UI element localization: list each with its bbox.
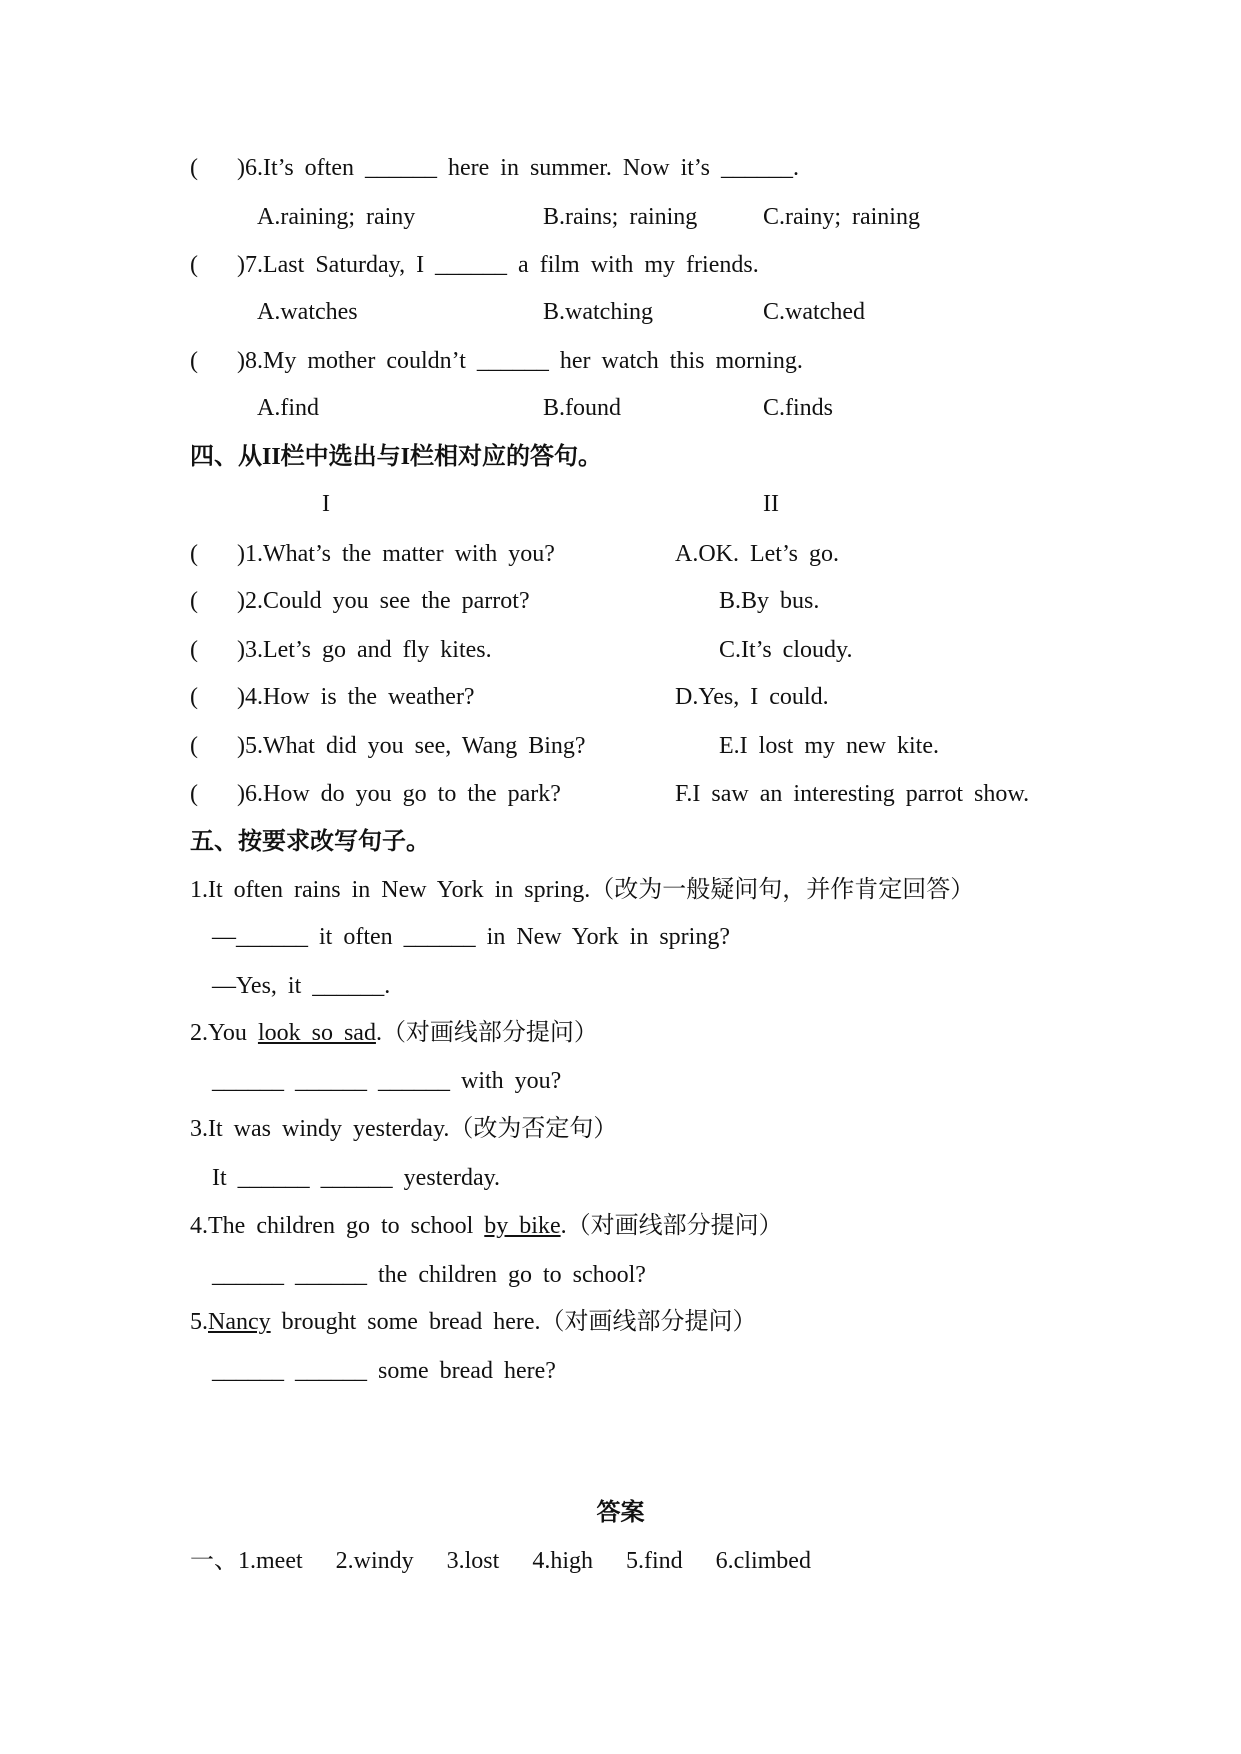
option-c: C.finds xyxy=(763,395,834,421)
answers-line-1: 一、1.meet 2.windy 3.lost 4.high 5.find 6.climbed xyxy=(190,1548,811,1574)
column-2-header: II xyxy=(763,491,779,517)
match-question: )6.How do you go to the park? xyxy=(237,781,561,807)
option-a: A.watches xyxy=(257,299,358,325)
question-text: )7.Last Saturday, I ______ a film with my friends. xyxy=(237,252,759,278)
text: .（对画线部分提问） xyxy=(375,1020,598,1046)
option-b: B.watching xyxy=(543,299,653,325)
option-a: A.find xyxy=(257,395,319,421)
option-b: B.found xyxy=(543,395,621,421)
paren: ( xyxy=(190,155,198,181)
match-answer: C.It’s cloudy. xyxy=(719,637,853,663)
rewrite-4-blank: ______ ______ the children go to school? xyxy=(212,1262,646,1288)
rewrite-3: 3.It was windy yesterday.（改为否定句） xyxy=(190,1116,618,1142)
rewrite-5 xyxy=(190,1307,757,1337)
question-text: )8.My mother couldn’t ______ her watch this morning. xyxy=(237,348,803,374)
rewrite-1: 1.It often rains in New York in spring.（改为一般疑问句，并作肯定回答） xyxy=(190,877,975,903)
option-c: C.watched xyxy=(763,299,865,325)
paren: ( xyxy=(190,637,198,663)
option-a: A.raining; rainy xyxy=(257,204,416,230)
match-answer: E.I lost my new kite. xyxy=(719,733,939,759)
match-question: )1.What’s the matter with you? xyxy=(237,541,555,567)
rewrite-2-blank: ______ ______ ______ with you? xyxy=(212,1068,562,1094)
paren: ( xyxy=(190,781,198,807)
paren: ( xyxy=(190,684,198,710)
rewrite-3-blank: It ______ ______ yesterday. xyxy=(212,1165,501,1191)
section-4-title: 四、从II栏中选出与I栏相对应的答句。 xyxy=(190,444,603,470)
question-text: )6.It’s often ______ here in summer. Now it’s ______. xyxy=(237,155,799,181)
answers-title: 答案 xyxy=(596,1500,645,1526)
text: 2.You xyxy=(190,1020,258,1046)
text: 4.The children go to school xyxy=(190,1213,485,1239)
match-question: )5.What did you see, Wang Bing? xyxy=(237,733,586,759)
match-question: )2.Could you see the parrot? xyxy=(237,588,530,614)
match-question: )4.How is the weather? xyxy=(237,684,475,710)
underlined-text: Nancy xyxy=(208,1309,271,1335)
column-1-header: I xyxy=(322,491,330,517)
text: .（对画线部分提问） xyxy=(560,1213,783,1239)
match-answer: D.Yes, I could. xyxy=(675,684,829,710)
rewrite-5-blank: ______ ______ some bread here? xyxy=(212,1358,556,1384)
text: brought some bread here.（对画线部分提问） xyxy=(270,1309,757,1335)
paren: ( xyxy=(190,588,198,614)
match-answer: F.I saw an interesting parrot show. xyxy=(675,781,1030,807)
option-b: B.rains; raining xyxy=(543,204,698,230)
option-c: C.rainy; raining xyxy=(763,204,920,230)
paren: ( xyxy=(190,252,198,278)
match-answer: B.By bus. xyxy=(719,588,820,614)
rewrite-1-blank-b: —Yes, it ______. xyxy=(212,973,391,999)
underlined-text: by bike xyxy=(484,1213,561,1239)
match-question: )3.Let’s go and fly kites. xyxy=(237,637,492,663)
rewrite-1-blank-a: —______ it often ______ in New York in spring? xyxy=(212,924,730,950)
section-5-title: 五、按要求改写句子。 xyxy=(190,829,430,855)
rewrite-2 xyxy=(190,1018,598,1048)
paren: ( xyxy=(190,733,198,759)
rewrite-4 xyxy=(190,1211,783,1241)
text: 5. xyxy=(190,1309,208,1335)
match-answer: A.OK. Let’s go. xyxy=(675,541,839,567)
paren: ( xyxy=(190,541,198,567)
underlined-text: look so sad xyxy=(257,1020,376,1046)
paren: ( xyxy=(190,348,198,374)
